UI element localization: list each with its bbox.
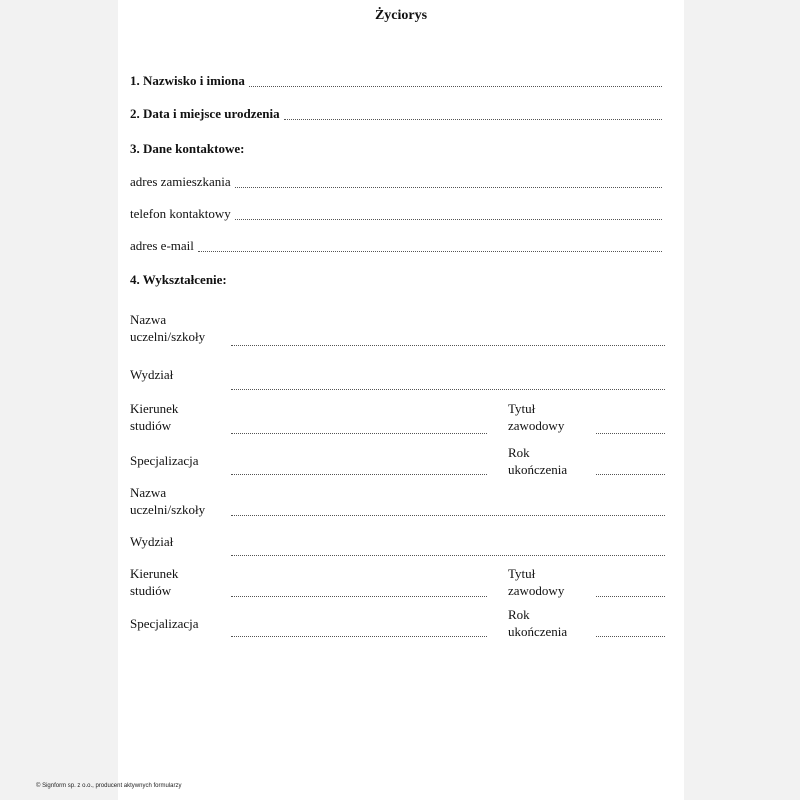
name-field[interactable]	[249, 76, 662, 87]
birth-field[interactable]	[284, 109, 662, 120]
footer-credit: © Signform sp. z o.o., producent aktywnych formularzy	[36, 783, 182, 789]
edu1-faculty-label: Wydział	[130, 367, 174, 382]
edu2-major-label-line2: studiów	[130, 583, 172, 598]
page-title: Życiorys	[374, 8, 428, 23]
edu2-title-label	[508, 565, 564, 599]
edu1-title-field[interactable]	[596, 433, 665, 434]
edu1-faculty-field[interactable]	[231, 389, 665, 390]
address-label: adres zamieszkania	[130, 174, 231, 189]
edu1-school-label-line1: Nazwa	[130, 312, 167, 327]
edu1-title-label-line1: Tytuł	[508, 401, 536, 416]
edu2-title-label-line1: Tytuł	[508, 566, 536, 581]
edu2-year-label-line2: ukończenia	[508, 624, 568, 639]
edu2-faculty-field[interactable]	[231, 555, 665, 556]
name-row	[130, 73, 662, 91]
contact-heading: 3. Dane kontaktowe:	[130, 141, 245, 156]
edu2-school-label	[130, 484, 205, 518]
edu2-major-label	[130, 565, 178, 599]
edu1-year-label-line2: ukończenia	[508, 462, 568, 477]
birth-label: 2. Data i miejsce urodzenia	[130, 106, 280, 121]
edu1-year-label	[508, 444, 567, 478]
email-field[interactable]	[198, 241, 662, 252]
edu1-major-field[interactable]	[231, 433, 487, 434]
edu2-year-label	[508, 606, 567, 640]
edu2-major-label-line1: Kierunek	[130, 566, 179, 581]
edu1-title-label-line2: zawodowy	[508, 418, 565, 433]
email-row	[130, 238, 662, 256]
birth-row	[130, 106, 662, 124]
address-field[interactable]	[235, 177, 662, 188]
edu2-school-label-line1: Nazwa	[130, 485, 167, 500]
edu1-title-label	[508, 400, 564, 434]
phone-label: telefon kontaktowy	[130, 206, 231, 221]
edu2-title-field[interactable]	[596, 596, 665, 597]
edu1-school-label	[130, 311, 205, 345]
edu2-spec-field[interactable]	[231, 636, 487, 637]
edu1-spec-field[interactable]	[231, 474, 487, 475]
edu1-major-label-line2: studiów	[130, 418, 172, 433]
edu2-school-field[interactable]	[231, 515, 665, 516]
cv-form-page	[118, 0, 684, 800]
edu2-spec-label: Specjalizacja	[130, 616, 199, 631]
edu1-school-field[interactable]	[231, 345, 665, 346]
edu2-year-label-line1: Rok	[508, 607, 530, 622]
edu1-spec-label: Specjalizacja	[130, 453, 199, 468]
email-label: adres e-mail	[130, 238, 194, 253]
edu1-major-label	[130, 400, 178, 434]
phone-row	[130, 206, 662, 224]
edu2-title-label-line2: zawodowy	[508, 583, 565, 598]
edu2-faculty-label: Wydział	[130, 534, 174, 549]
edu1-year-label-line1: Rok	[508, 445, 530, 460]
education-heading: 4. Wykształcenie:	[130, 272, 227, 287]
edu2-year-field[interactable]	[596, 636, 665, 637]
edu1-major-label-line1: Kierunek	[130, 401, 179, 416]
address-row	[130, 174, 662, 192]
edu2-school-label-line2: uczelni/szkoły	[130, 502, 206, 517]
edu1-school-label-line2: uczelni/szkoły	[130, 329, 206, 344]
edu1-year-field[interactable]	[596, 474, 665, 475]
name-label: 1. Nazwisko i imiona	[130, 73, 245, 88]
phone-field[interactable]	[235, 209, 662, 220]
edu2-major-field[interactable]	[231, 596, 487, 597]
